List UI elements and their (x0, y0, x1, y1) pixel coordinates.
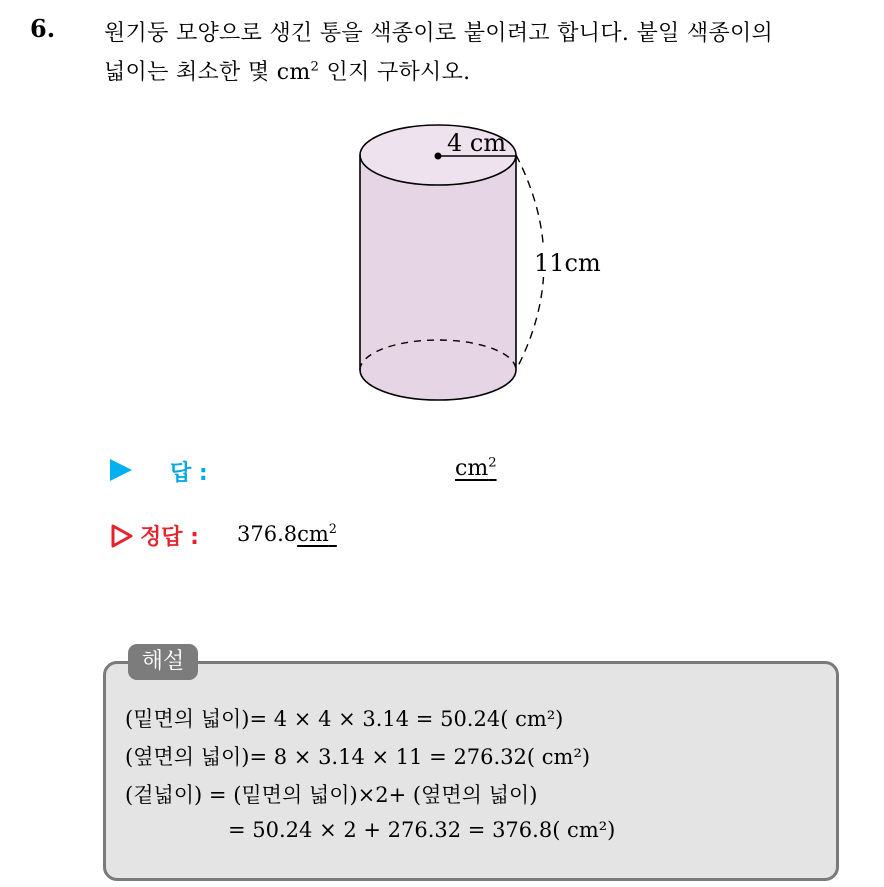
question-number: 6. (30, 14, 56, 43)
cylinder-figure (340, 115, 630, 415)
explanation-line-1: (밑면의 넓이)= 4 × 4 × 3.14 = 50.24( cm²) (125, 707, 564, 731)
question-text-line2-after: 인지 구하시오. (319, 60, 471, 85)
cylinder-body (360, 155, 516, 400)
question-text-line2-before: 넓이는 최소한 몇 (104, 60, 277, 85)
question-unit: cm (276, 60, 311, 85)
correct-answer-arrow-icon (110, 523, 134, 549)
question-text-line2 (104, 55, 470, 86)
question-unit-exponent: 2 (310, 59, 320, 75)
answer-label: 답 : (170, 461, 208, 486)
explanation-line-4: = 50.24 × 2 + 276.32 = 376.8( cm²) (228, 818, 616, 842)
radius-label: 4 cm (447, 129, 507, 157)
correct-answer-unit-text: cm (297, 522, 329, 546)
answer-unit (455, 456, 497, 481)
question-text-line1: 원기둥 모양으로 생긴 통을 색종이로 붙이려고 합니다. 붙일 색종이의 (104, 21, 774, 46)
correct-answer-unit-exponent: 2 (328, 521, 337, 536)
explanation-line-2: (옆면의 넓이)= 8 × 3.14 × 11 = 276.32( cm²) (125, 745, 591, 769)
correct-answer-unit (297, 522, 337, 546)
answer-unit-exponent: 2 (488, 455, 497, 471)
height-label: 11cm (534, 249, 601, 277)
explanation-box (103, 661, 839, 881)
correct-answer-label: 정답 : (140, 525, 199, 550)
explanation-tab: 해설 (128, 644, 198, 680)
correct-answer-value-group (237, 522, 337, 546)
correct-answer-value: 376.8 (237, 522, 298, 546)
answer-unit-text: cm (455, 456, 489, 481)
explanation-line-3: (겉넓이) = (밑면의 넓이)×2+ (옆면의 넓이) (125, 783, 538, 807)
answer-arrow-icon (110, 459, 132, 481)
